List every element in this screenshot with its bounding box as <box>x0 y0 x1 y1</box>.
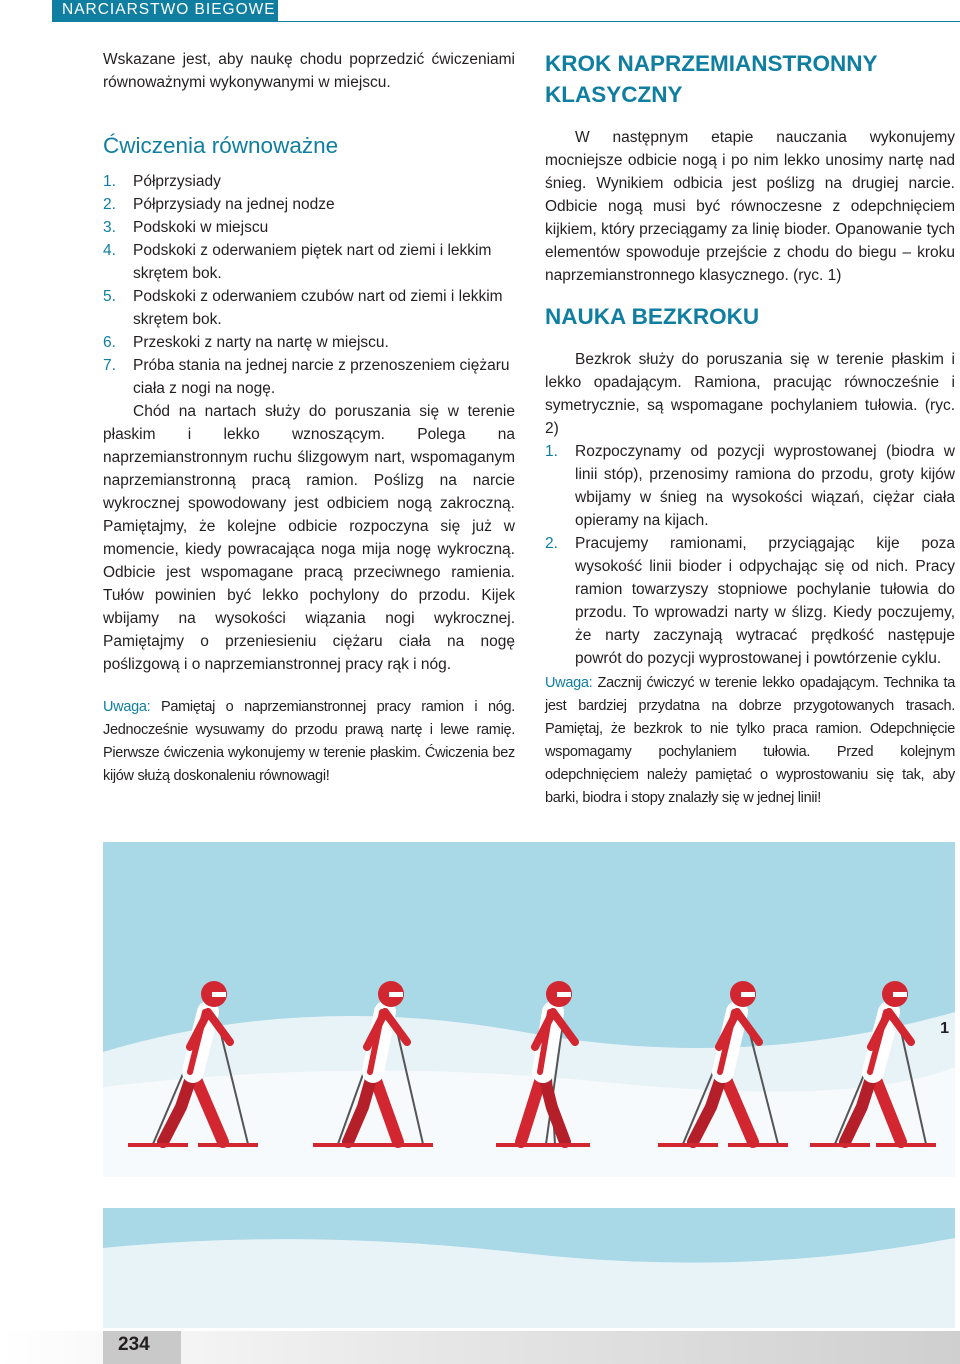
note-label: Uwaga: <box>103 699 151 715</box>
note-paragraph-right <box>545 672 955 810</box>
krok-paragraph: W następnym etapie nauczania wykonujemy mocniejsze odbicie nogą i po nim lekko unosimy nartę nad śnieg. Wynikiem odbicia jest poślizg na drugiej narcie. Odbicie nogą musi być równoczesne z odepchnięciem kijkiem, który przeciągamy za linię bioder. Opanowanie tych elementów spowoduje przejście z chodu do biegu – kroku naprzemianstronnego klasycznego. (ryc. 1) <box>545 129 955 284</box>
section-title: NARCIARSTWO BIEGOWE <box>62 1 276 18</box>
figure-2-illustration <box>103 1208 955 1328</box>
intro-paragraph: Wskazane jest, aby naukę chodu poprzedzić ćwiczeniami równoważnymi wykonywanymi w miejscu. <box>103 51 515 91</box>
note-text-right: Zacznij ćwiczyć w terenie lekko opadającym. Technika ta jest bardziej przydatna na dobrze przygotowanych trasach. Pamiętaj, że bezkrok to nie tylko praca ramion. Odepchnięcie wspomagamy pochylaniem tułowia. Przed kolejnym odepchnięciem należy pamiętać o wyprostowaniu się tak, aby barki, biodra i stopy znalazły się w jednej linii! <box>545 675 955 806</box>
figure-1-number: 1 <box>940 1020 949 1037</box>
figure-1-illustration <box>103 842 955 1177</box>
note-text: Pamiętaj o naprzemianstronnej pracy ramion i nóg. Jednocześnie wysuwamy do przodu prawą nartę i lewe ramię. Pierwsze ćwiczenia wykonujemy w terenie płaskim. Ćwiczenia bez kijów służą doskonaleniu równowagi! <box>103 699 515 784</box>
bezkrok-paragraph: Bezkrok służy do poruszania się w terenie płaskim i lekko opadającym. Ramiona, pracując równocześnie i symetrycznie, są wspomagane pochylaniem tułowia. (ryc. 2) <box>545 351 955 437</box>
figure-1 <box>103 842 955 1177</box>
note-label-right: Uwaga: <box>545 675 593 691</box>
heading-bezkrok: NAUKA BEZKROKU <box>545 304 760 329</box>
page-number: 234 <box>118 1334 150 1355</box>
list-item: 6. Przeskoki z narty na nartę w miejscu. <box>103 334 389 351</box>
body-paragraph: Chód na nartach służy do poruszania się w terenie płaskim i lekko wznoszącym. Polega na naprzemianstronnym ruchu ślizgowym nart, wspomaganym naprzemianstronną pracą ramion. Poślizg na narcie wykrocznej spowodowany jest odbiciem nogą zakroczną. Pamiętajmy, że kolejne odbicie rozpoczyna się już w momencie, kiedy powracająca noga mija nogę wykroczną. Odbicie jest wspomagane pracą przeciwnego ramienia. Tułów powinien być lekko pochylony do przodu. Kijek wbijamy na wysokości wiązania nogi wykrocznej. Pamiętajmy o przeniesieniu ciężaru ciała na nogę poślizgową i o naprzemianstronnej pracy rąk i nóg. <box>103 403 515 673</box>
bezkrok-steps <box>545 440 955 670</box>
exercises-heading: Ćwiczenia równoważne <box>103 133 339 158</box>
heading-krok-line2: KLASYCZNY <box>545 82 683 107</box>
list-item: 1. Rozpoczynamy od pozycji wyprostowanej (biodra w linii stóp), przenosimy ramiona do przodu, groty kijów wbijamy w śnieg na wysokości wiązań, ciężar ciała opieramy na kijach. <box>545 443 955 529</box>
left-column <box>103 48 515 788</box>
right-column <box>545 48 955 810</box>
list-item: 2. Pracujemy ramionami, przyciągając kije poza wysokość linii bioder i odpychając się od nich. Pracy ramion towarzyszy stopniowe pochylanie tułowia do przodu. To wprowadzi narty w ślizg. Kiedy poczujemy, że narty zaczynają wytracać prędkość następuje powrót do pozycji wyprostowanej i powtórzenie cyklu. <box>545 535 955 667</box>
list-item: 2. Półprzysiady na jednej nodze <box>103 196 335 213</box>
exercise-list <box>103 170 515 400</box>
list-item: 3. Podskoki w miejscu <box>103 219 269 236</box>
list-item: 5. Podskoki z oderwaniem czubów nart od ziemi i lekkim skrętem bok. <box>103 288 503 328</box>
heading-krok <box>545 48 955 110</box>
list-item: 7. Próba stania na jednej narcie z przenoszeniem ciężaru ciała z nogi na nogę. <box>103 357 510 397</box>
list-item: 4. Podskoki z oderwaniem piętek nart od ziemi i lekkim skrętem bok. <box>103 242 492 282</box>
list-item: 1. Półprzysiady <box>103 173 221 190</box>
heading-krok-line1: KROK NAPRZEMIANSTRONNY <box>545 51 878 76</box>
header-rule <box>278 21 960 22</box>
note-paragraph <box>103 696 515 788</box>
figure-2 <box>103 1208 955 1328</box>
